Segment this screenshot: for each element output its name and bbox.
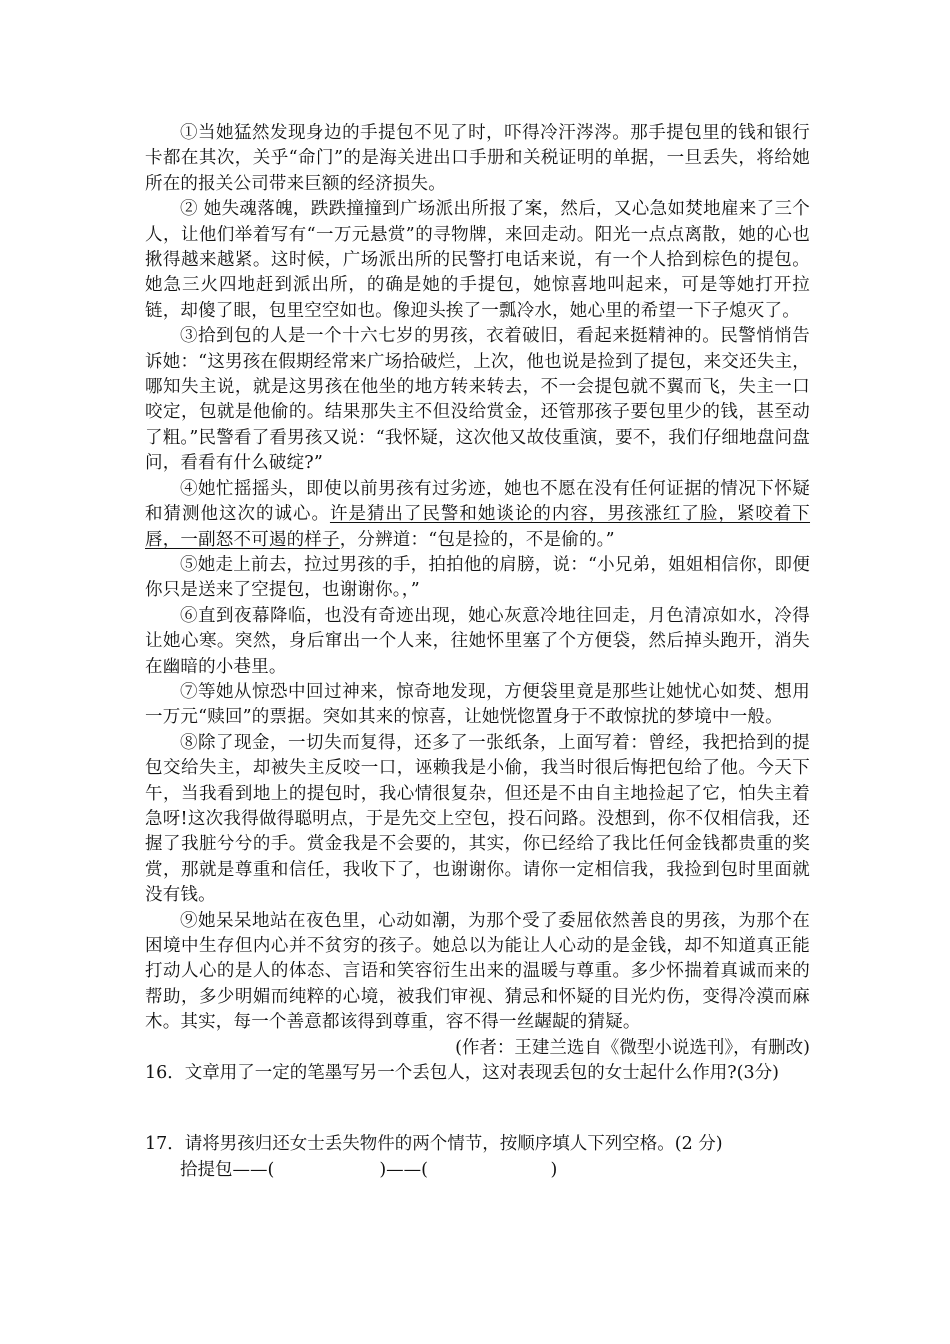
reading-passage xyxy=(145,121,810,1183)
paragraph-8: ⑧除了现金，一切失而复得，还多了一张纸条，上面写着：曾经，我把拾到的提包交给失主，却被失主反咬一口，诬赖我是小偷，我当时很后悔把包给了他。今天下午，当我看到地上的提包时，我心情很复杂，但还是不由自主地捡起了它，怕失主着急呀!这次我得做得聪明点，于是先交上空包，投石问路。没想到，你不仅相信我，还握了我脏兮兮的手。赏金我是不会要的，其实，你已经给了我比任何金钱都贵重的奖赏，那就是尊重和信任，我收下了，也谢谢你。请你一定相信我，我捡到包时里面就没有钱。 xyxy=(145,732,810,906)
paragraph-5: ⑤她走上前去，拉过男孩的手，拍拍他的肩膀，说：“小兄弟，姐姐相信你，即便你只是送来了空提包，也谢谢你。，” xyxy=(145,554,810,601)
source-citation: (作者：王建兰选自《微型小说选刊》，有删改) xyxy=(455,1037,810,1058)
paragraph-2: ② 她失魂落魄，跌跌撞撞到广场派出所报了案，然后，又心急如焚地雇来了三个人，让他们举着写有“一万元悬赏”的寻物牌，来回走动。阳光一点点离散，她的心也揪得越来越紧。这时候，广场派出所的民警打电话来说，有一个人拾到棕色的提包。她急三火四地赶到派出所，的确是她的手提包，她惊喜地叫起来，可是等她打开拉链，却傻了眼，包里空空如也。像迎头挨了一瓢冷水，她心里的希望一下子熄灭了。 xyxy=(145,199,810,321)
question-16: 16．文章用了一定的笔墨写另一个丢包人，这对表现丢包的女士起什么作用?(3分) xyxy=(145,1063,779,1084)
underlined-sentence: 许是猜出了民警和她谈论的内容，男孩涨红了脸，紧咬着下唇，一副怒不可遏的样子 xyxy=(145,504,811,550)
paragraph-4 xyxy=(145,477,810,553)
paragraph-3: ③拾到包的人是一个十六七岁的男孩，衣着破旧，看起来挺精神的。民警悄悄告诉她：“这男孩在假期经常来广场拾破烂，上次，他也说是捡到了提包，来交还失主，哪知失主说，就是这男孩在他坐的地方转来转去，不一会提包就不翼而飞，失主一口咬定，包就是他偷的。结果那失主不但没给赏金，还管那孩子要包里少的钱，甚至动了粗。”民警看了看男孩又说：“我怀疑，这次他又故伎重演，要不，我们仔细地盘问盘问，看看有什么破绽?” xyxy=(145,326,810,474)
paragraph-4-text: ④她忙摇摇头，即使以前男孩有过劣迹，她也不愿在没有任何证据的情况下怀疑和猜测他这次的诚心。 xyxy=(145,478,810,525)
paragraph-6: ⑥直到夜幕降临，也没有奇迹出现，她心灰意冷地往回走，月色清凉如水，冷得让她心寒。突然，身后窜出一个人来，往她怀里塞了个方便袋，然后掉头跑开，消失在幽暗的小巷里。 xyxy=(145,605,810,677)
paragraph-9: ⑨她呆呆地站在夜色里，心动如潮，为那个受了委屈依然善良的男孩，为那个在困境中生存但内心并不贫穷的孩子。她总以为能让人心动的是金钱，却不知道真正能打动人心的是人的体态、言语和笑容衍生出来的温暖与尊重。多少怀揣着真诚而来的帮助，多少明媚而纯粹的心境，被我们审视、猜忌和怀疑的目光灼伤，变得冷漠而麻木。其实，每一个善意都该得到尊重，容不得一丝龌龊的猜疑。 xyxy=(145,910,810,1033)
paragraph-1: ①当她猛然发现身边的手提包不见了时，吓得冷汗涔涔。那手提包里的钱和银行卡都在其次，关乎“命门”的是海关进出口手册和关税证明的单据，一旦丢失，将给她所在的报关公司带来巨额的经济损失。 xyxy=(145,123,810,194)
question-17: 17．请将男孩归还女士丢失物件的两个情节，按顺序填人下列空格。(2 分) xyxy=(145,1134,723,1155)
paragraph-7: ⑦等她从惊恐中回过神来，惊奇地发现，方便袋里竟是那些让她忧心如焚、想用一万元“赎回”的票据。突如其来的惊喜，让她恍惚置身于不敢惊扰的梦境中一般。 xyxy=(145,681,810,728)
paragraph-4-tail: ，分辨道：“包是捡的，不是偷的。” xyxy=(339,529,615,550)
question-17-blanks: 拾提包——( )——( ) xyxy=(180,1159,558,1180)
